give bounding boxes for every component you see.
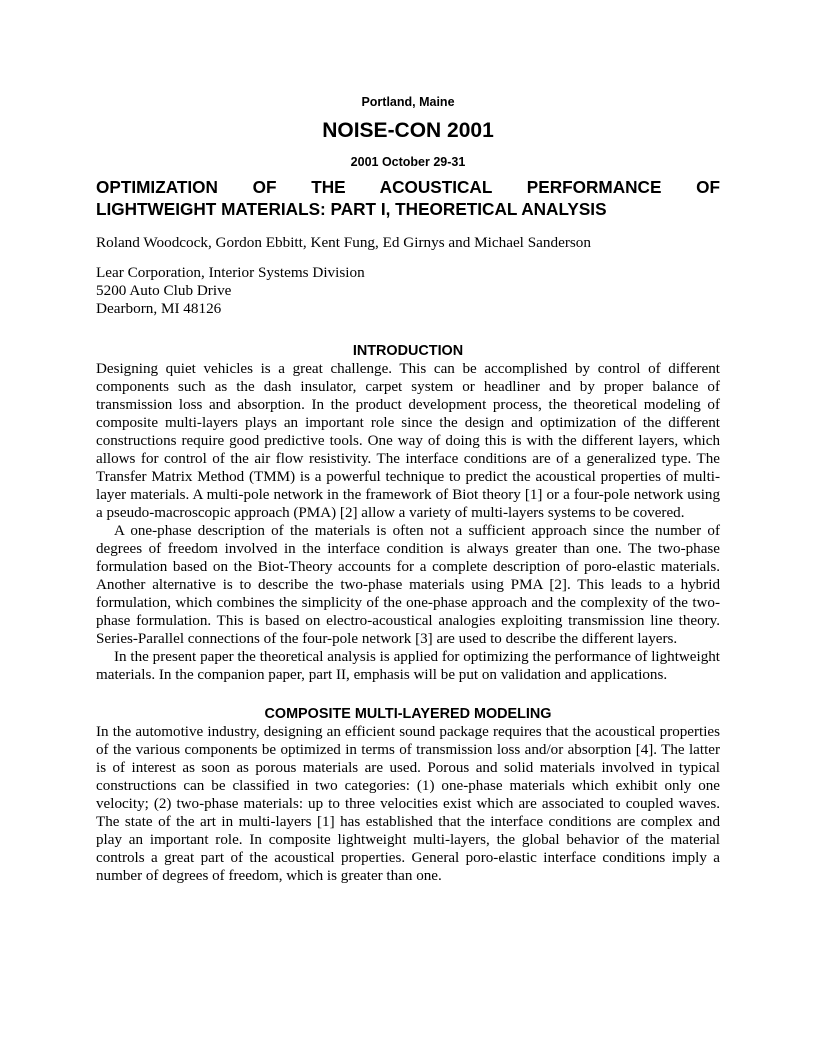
affiliation-city: Dearborn, MI 48126	[96, 300, 222, 317]
affiliation-organization: Lear Corporation, Interior Systems Division	[96, 264, 365, 281]
paper-page	[96, 93, 720, 885]
conference-location: Portland, Maine	[361, 95, 455, 109]
affiliation-block	[96, 264, 720, 318]
introduction-paragraph-1: Designing quiet vehicles is a great challenge. This can be accomplished by control of different components such as the dash insulator, carpet system or headliner and by proper balance of transmission loss and absorption. In the product development process, the theoretical modeling of composite multi-layers plays an important role since the design and optimization of the different constructions require good predictive tools. One way of doing this is with the different layers, which allows for control of the air flow resistivity. The interface conditions are of a generalized type. The Transfer Matrix Method (TMM) is a powerful technique to predict the acoustical properties of multi-layer materials. A multi-pole network in the framework of Biot theory [1] or a four-pole network using a pseudo-macroscopic approach (PMA) [2] allow a variety of multi-layers systems to be covered.	[96, 361, 720, 521]
conference-date: 2001 October 29-31	[350, 155, 466, 169]
paper-title-line-1: OPTIMIZATION OF THE ACOUSTICAL PERFORMANCE OF	[96, 177, 720, 197]
affiliation-street: 5200 Auto Club Drive	[96, 282, 232, 299]
section-heading-composite-modeling: COMPOSITE MULTI-LAYERED MODELING	[264, 706, 552, 722]
paper-title-line-2: LIGHTWEIGHT MATERIALS: PART I, THEORETICAL ANALYSIS	[96, 199, 607, 219]
section-heading-introduction: INTRODUCTION	[352, 343, 464, 359]
introduction-paragraph-2: A one-phase description of the materials is often not a sufficient approach since the number of degrees of freedom involved in the interface condition is always greater than one. The two-phase formulation based on the Biot-Theory accounts for a complete description of poro-elastic materials. Another alternative is to describe the two-phase materials using PMA [2]. This leads to a hybrid formulation, which combines the simplicity of the one-phase approach and the complexity of the two-phase formulation. This is based on electro-acoustical analogies exploiting transmission line theory. Series-Parallel connections of the four-pole network [3] are used to describe the different layers.	[96, 523, 720, 647]
composite-modeling-paragraph-1: In the automotive industry, designing an efficient sound package requires that the acoustical properties of the various components be optimized in terms of transmission loss and/or absorption [4]. The latter is of interest as soon as porous materials are used. Porous and solid materials involved in typical constructions can be classified in two categories: (1) one-phase materials which exhibit only one velocity; (2) two-phase materials: up to three velocities exist which are associated to coupled waves. The state of the art in multi-layers [1] has established that the interface conditions are complex and play an important role. In composite lightweight multi-layers, the global behavior of the material controls a great part of the acoustical properties. General poro-elastic interface conditions imply a number of degrees of freedom, which is greater than one.	[96, 724, 720, 884]
introduction-paragraph-3: In the present paper the theoretical analysis is applied for optimizing the performance of lightweight materials. In the companion paper, part II, emphasis will be put on validation and applications.	[96, 649, 720, 683]
paper-title	[96, 176, 720, 220]
conference-name: NOISE-CON 2001	[322, 119, 494, 142]
author-list: Roland Woodcock, Gordon Ebbitt, Kent Fung, Ed Girnys and Michael Sanderson	[96, 234, 591, 251]
